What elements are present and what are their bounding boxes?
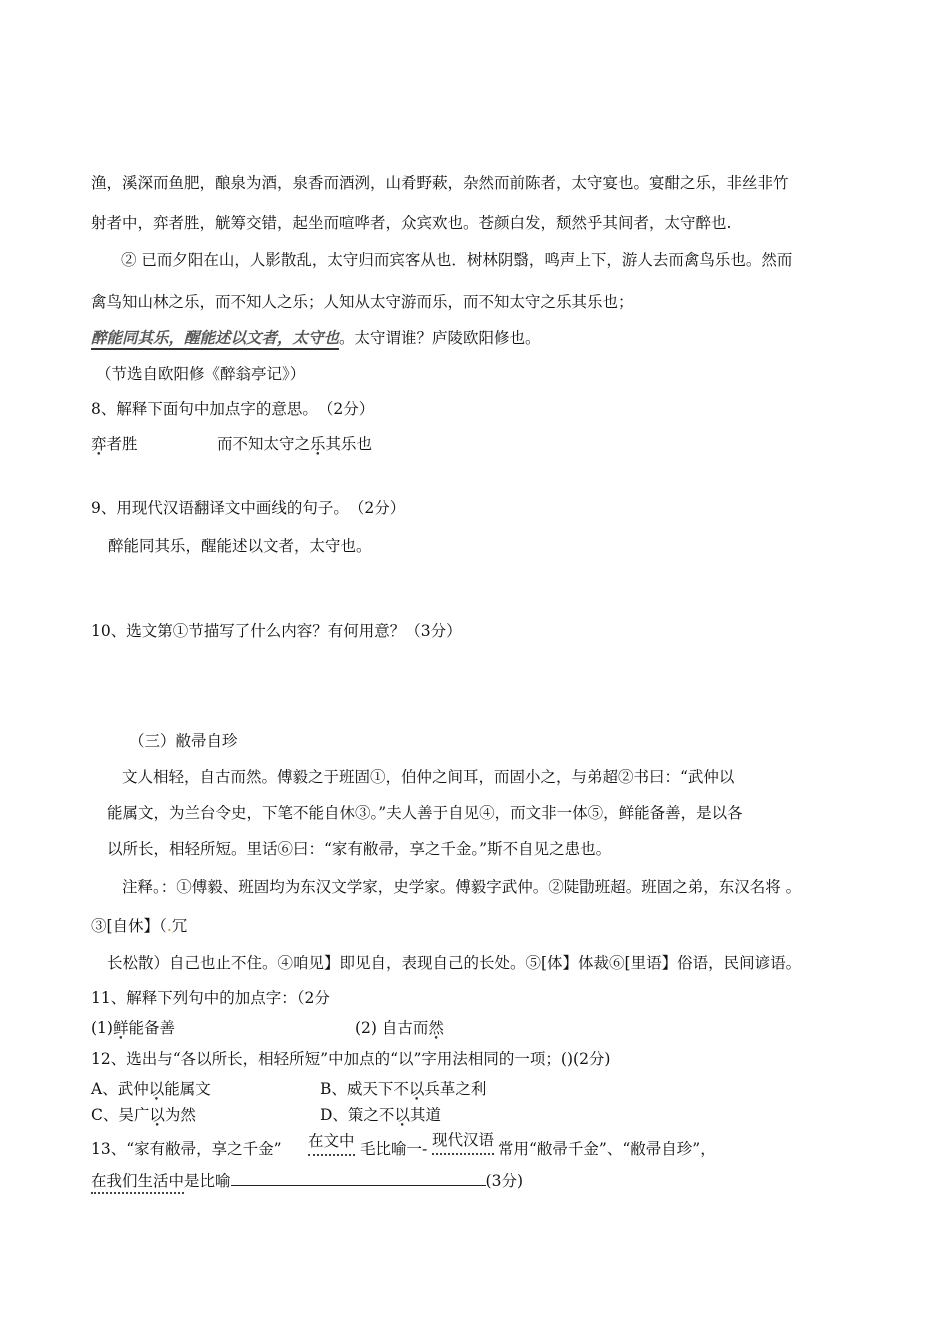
question-13-part-3: 常用“敝帚千金”、“敝帚自珍”， <box>498 1140 716 1158</box>
annotation-line: 注释。：①傅毅、班固均为东汉文学家，史学家。傅毅字武仲。②陡勖班超。班固之弟，东汉名将 。 <box>122 878 802 896</box>
option-c: C、吴广以为然 <box>91 1106 196 1124</box>
passage-line: 文人相轻，自古而然。傅毅之于班固①，伯仲之间耳，而固小之，与弟超②书曰：“武仲以 <box>122 768 735 786</box>
annotation-line: ③[自休】（.冗 <box>91 917 188 935</box>
dotted-phrase: 在我们生活中 <box>91 1172 184 1194</box>
option-a: A、武仲以能属文 <box>91 1080 211 1098</box>
question-12-prompt: 12、选出与“各以所长，相轻所短”中加点的“以”字用法相同的一项；()(2分) <box>91 1050 611 1068</box>
underlined-sentence: 醉能同其乐，醒能述以文者，太守也 <box>91 329 339 350</box>
passage-title: （三）敝帚自珍 <box>129 732 238 750</box>
passage-line: 以所长，相轻所短。里话⑥曰：“家有敝帚，享之千金。”斯不自见之患也。 <box>107 840 612 858</box>
question-8-item-1: 弈者胜 <box>91 435 138 453</box>
question-10-prompt: 10、选文第①节描写了什么内容？有何用意？（3分） <box>91 622 462 640</box>
dotted-char: 然 <box>428 1019 444 1037</box>
passage-source: （节选自欧阳修《醉翁亭记》） <box>96 365 306 383</box>
question-13-part-2: 毛比喻一- <box>360 1140 428 1158</box>
passage-line: 射者中，弈者胜，觥筹交错，起坐而喧哗者，众宾欢也。苍颜白发，颓然乎其间者，太守醉也. <box>91 214 732 232</box>
passage-line <box>91 327 541 349</box>
question-11-item-1: (1)鲜能备善 <box>91 1019 175 1037</box>
dotted-char: 乐 <box>310 435 326 453</box>
passage-line: 渔，溪深而鱼肥，酿泉为酒，泉香而酒洌，山肴野蔌，杂然而前陈者，太守宴也。宴酣之乐，非丝非竹 <box>91 174 789 192</box>
question-11-item-2: (2) 自古而然 <box>355 1019 444 1037</box>
passage-line: 禽鸟知山林之乐，而不知人之乐；人知从太守游而乐，而不知太守之乐其乐也； <box>91 293 634 311</box>
answer-blank[interactable] <box>231 1171 486 1186</box>
question-8-item-2: 而不知太守之乐其乐也 <box>217 435 373 453</box>
question-11-prompt: 11、解释下列句中的加点字：（2分 <box>91 989 330 1007</box>
dotted-char: 以 <box>149 1106 165 1124</box>
dotted-char: 弈 <box>91 435 107 453</box>
question-9-prompt: 9、用现代汉语翻译文中画线的句子。 （2分） <box>91 499 406 517</box>
question-13-part-1: 13、“家有敝帚，享之千金” <box>91 1140 282 1158</box>
question-13-line-2: 在我们生活中是比喻 (3分) <box>91 1170 523 1192</box>
dotted-char: 以 <box>148 1080 165 1098</box>
passage-line: 能属文，为兰台令史，下笔不能自休③。”夫人善于自见④，而文非一体⑤，鲜能备善，是以各 <box>107 804 743 822</box>
question-13-overlay-2: 现代汉语 <box>432 1129 494 1155</box>
dotted-char: 以 <box>408 1080 425 1098</box>
question-13-overlay-1: 在文中 <box>308 1130 355 1156</box>
annotation-line: 长松散）自己也止不住。④咱见】即见自，表现自己的长处。⑤[体】体裁⑥[里语】俗语，民间谚语。 <box>107 954 802 972</box>
passage-line: ② 已而夕阳在山，人影散乱，太守归而宾客从也．树林阴翳，鸣声上下，游人去而禽鸟乐也。然而 <box>121 251 793 269</box>
passage-text: 。太守谓谁？庐陵欧阳修也。 <box>339 329 541 347</box>
option-d: D、策之不以其道 <box>320 1106 441 1124</box>
question-8-prompt: 8、解释下面句中加点字的意思。 （2分） <box>91 400 375 418</box>
dotted-char: 以 <box>394 1106 410 1124</box>
option-b: B、威天下不以兵革之利 <box>320 1080 487 1098</box>
question-9-sentence: 醉能同其乐，醒能述以文者，太守也。 <box>108 537 372 555</box>
dotted-char: 鲜 <box>112 1019 129 1037</box>
